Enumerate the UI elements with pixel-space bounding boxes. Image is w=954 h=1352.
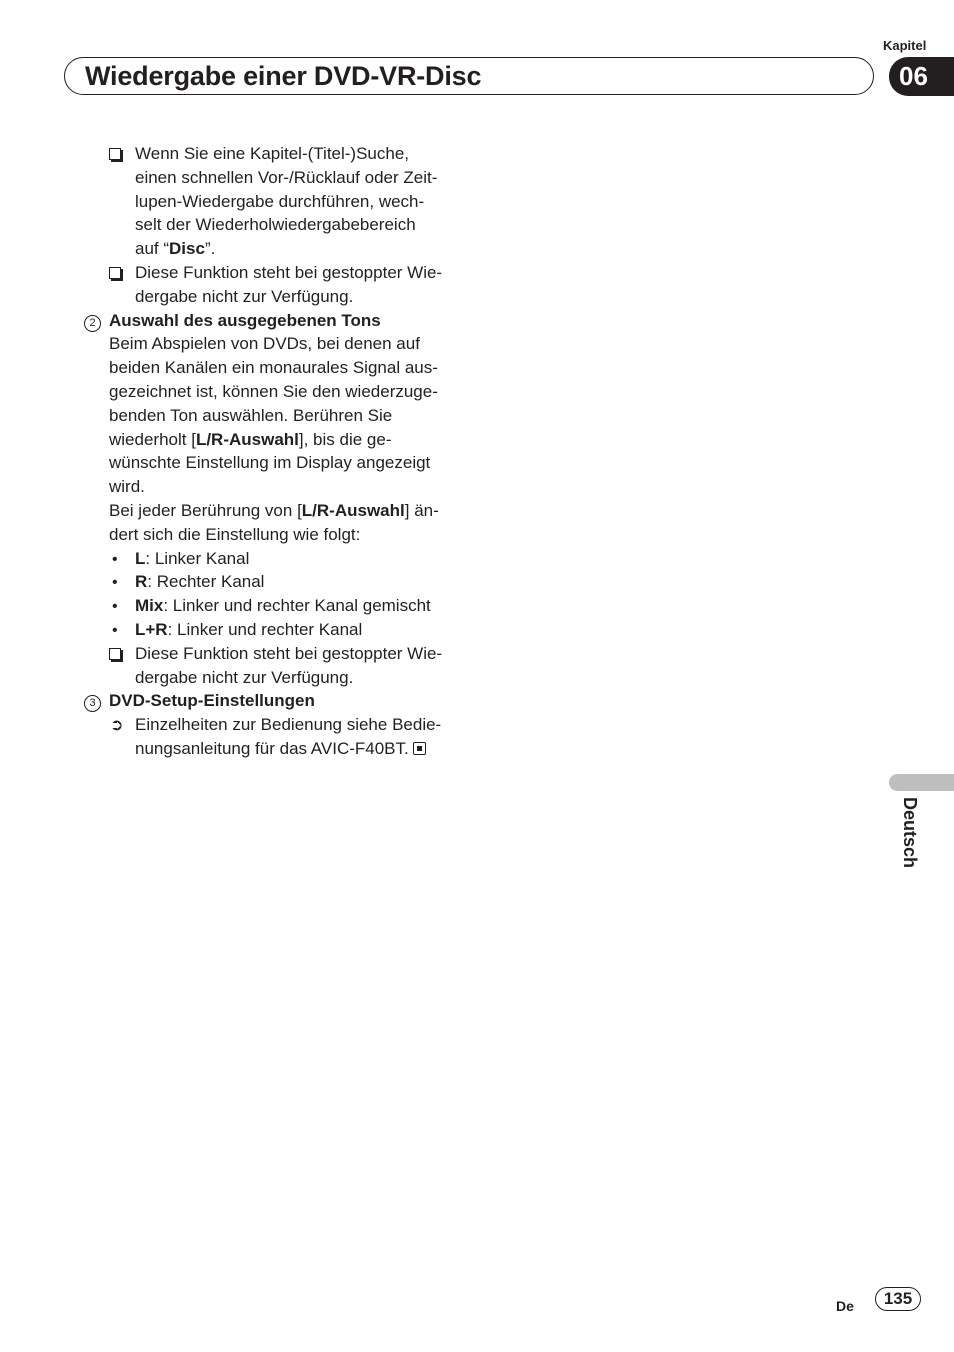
note-line: Wenn Sie eine Kapitel-(Titel-)Suche, bbox=[135, 144, 410, 163]
chapter-label: Kapitel bbox=[883, 38, 927, 53]
lr-auswahl-term: L/R-Auswahl bbox=[195, 429, 299, 449]
bullet-item: • L+R: Linker und rechter Kanal bbox=[84, 618, 464, 642]
chapter-number-tab: 06 bbox=[889, 57, 954, 96]
note-line: dergabe nicht zur Verfügung. bbox=[135, 667, 354, 687]
main-content bbox=[84, 142, 464, 761]
bullet-icon: • bbox=[112, 574, 118, 592]
bullet-icon: • bbox=[112, 621, 118, 639]
paragraph: Beim Abspielen von DVDs, bei denen auf beiden Kanälen ein monaurales Signal aus- gezeichnet ist, können Sie den wiederzuge- benden Ton auswählen. Berühren Sie wiederholt [L/R-Auswahl], bis die ge- wünschte Einstellung im Display angezeigt wird. bbox=[109, 334, 438, 497]
lr-auswahl-term: L/R-Auswahl bbox=[301, 500, 405, 520]
reference-arrow-icon: ➲ bbox=[110, 717, 124, 735]
note-line: dergabe nicht zur Verfügung. bbox=[135, 286, 354, 306]
disc-term: Disc bbox=[169, 239, 205, 259]
numbered-heading bbox=[84, 689, 464, 713]
note-line: einen schnellen Vor-/Rücklauf oder Zeit- bbox=[135, 167, 438, 187]
note-line: lupen-Wiedergabe durchführen, wech- bbox=[135, 191, 425, 211]
bullet-item: • Mix: Linker und rechter Kanal gemischt bbox=[84, 594, 464, 618]
note-line: Diese Funktion steht bei gestoppter Wie- bbox=[135, 262, 443, 282]
note-item bbox=[84, 642, 464, 690]
reference-item: ➲ Einzelheiten zur Bedienung siehe Bedie- nungsanleitung für das AVIC-F40BT. bbox=[110, 715, 442, 758]
note-line: selt der Wiederholwiedergabebereich bbox=[135, 215, 416, 235]
circled-number-icon: 3 bbox=[84, 689, 101, 713]
language-label: Deutsch bbox=[900, 797, 920, 869]
language-tab bbox=[889, 774, 954, 791]
circled-number-icon: 2 bbox=[84, 309, 101, 333]
note-item bbox=[84, 261, 464, 309]
section-heading: Auswahl des ausgegebenen Tons bbox=[109, 310, 381, 330]
bullet-item: • L: Linker Kanal bbox=[84, 547, 464, 571]
note-line: auf “Disc”. bbox=[135, 239, 216, 259]
note-square-icon bbox=[109, 142, 121, 167]
note-line: Diese Funktion steht bei gestoppter Wie- bbox=[135, 643, 443, 663]
page-number: 135 bbox=[875, 1287, 921, 1311]
numbered-heading bbox=[84, 309, 464, 333]
bullet-icon: • bbox=[112, 550, 118, 568]
page-title: Wiedergabe einer DVD-VR-Disc bbox=[85, 61, 482, 91]
end-of-section-icon bbox=[413, 742, 426, 755]
paragraph: Bei jeder Berührung von [L/R-Auswahl] än- dert sich die Einstellung wie folgt: bbox=[109, 500, 439, 544]
note-square-icon bbox=[109, 642, 121, 667]
bullet-icon: • bbox=[112, 598, 118, 616]
note-square-icon bbox=[109, 261, 121, 286]
bullet-item: • R: Rechter Kanal bbox=[84, 570, 464, 594]
language-code: De bbox=[836, 1298, 854, 1314]
section-heading: DVD-Setup-Einstellungen bbox=[109, 691, 315, 711]
note-item bbox=[84, 142, 464, 261]
